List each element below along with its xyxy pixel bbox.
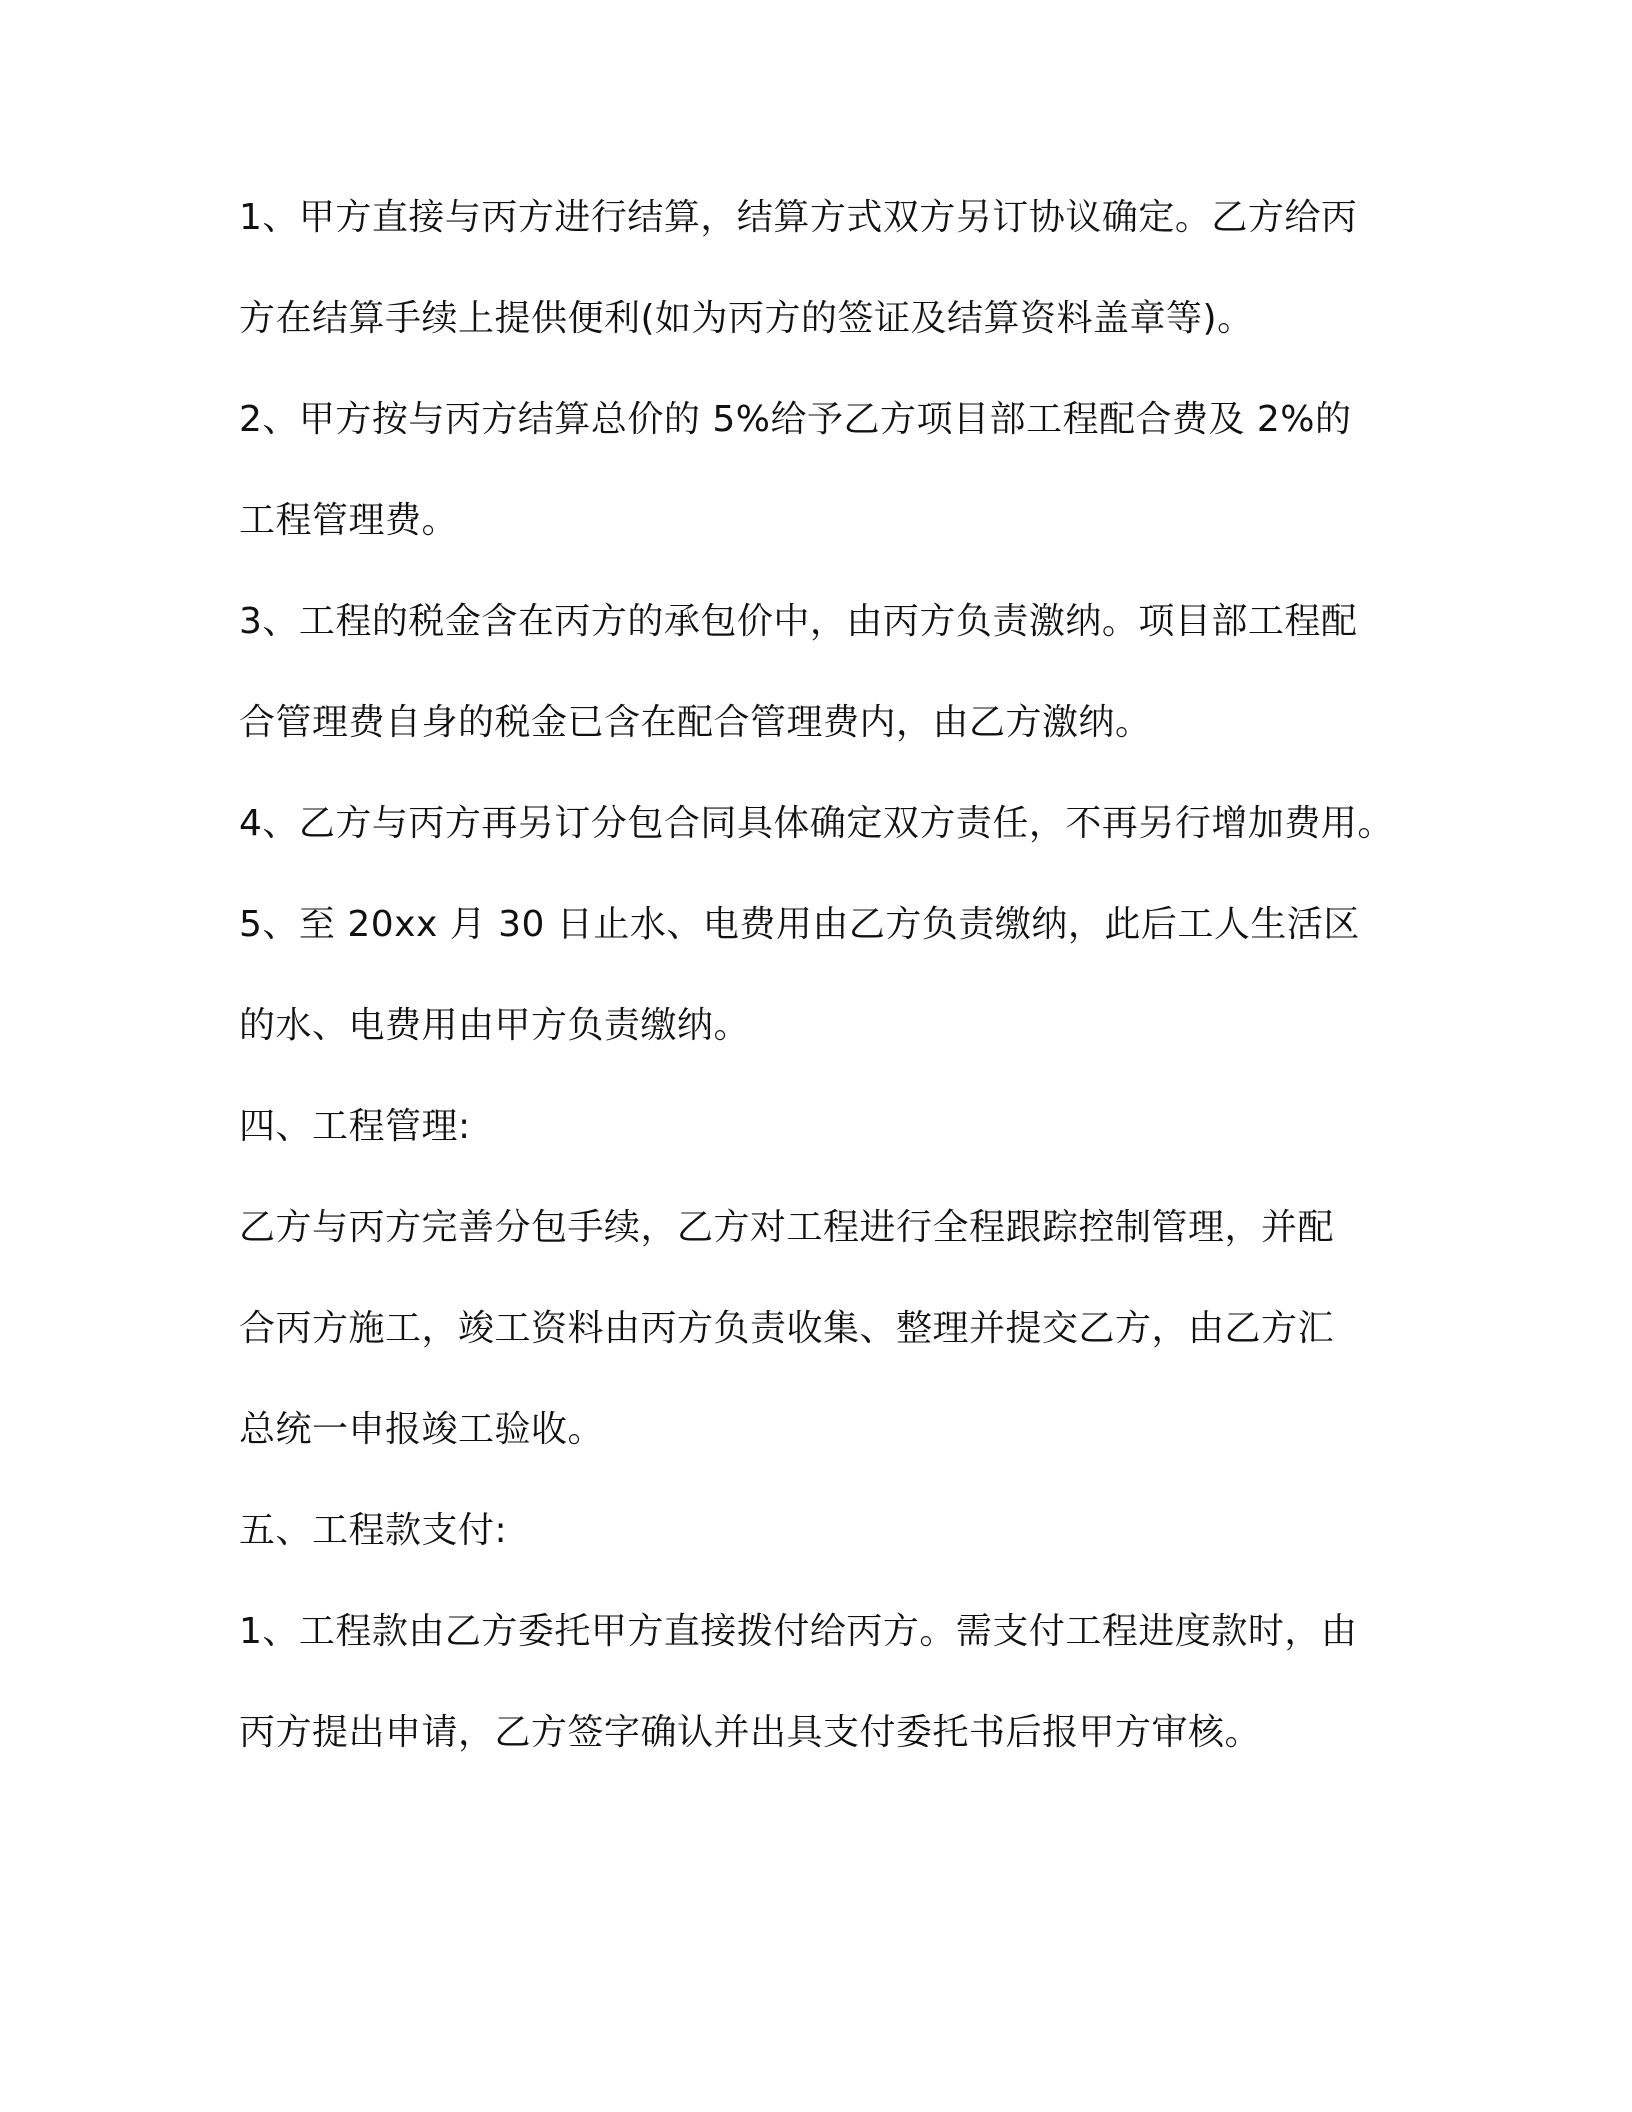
text-line: 4、乙方与丙方再另订分包合同具体确定双方责任，不再另行增加费用。 xyxy=(239,803,1394,844)
text-line: 丙方提出申请，乙方签字确认并出具支付委托书后报甲方审核。 xyxy=(239,1712,1262,1753)
text-line: 工程管理费。 xyxy=(239,500,459,541)
text-line: 总统一申报竣工验收。 xyxy=(239,1409,605,1450)
text-line: 3、工程的税金含在丙方的承包价中，由丙方负责激纳。项目部工程配 xyxy=(239,601,1358,642)
text-line: 1、甲方直接与丙方进行结算，结算方式双方另订协议确定。乙方给丙 xyxy=(239,197,1358,238)
text-line: 合管理费自身的税金已含在配合管理费内，由乙方激纳。 xyxy=(239,702,1152,743)
text-line: 方在结算手续上提供便利(如为丙方的签证及结算资料盖章等)。 xyxy=(239,298,1254,339)
section-heading: 四、工程管理: xyxy=(239,1106,471,1147)
text-line: 1、工程款由乙方委托甲方直接拨付给丙方。需支付工程进度款时，由 xyxy=(239,1611,1358,1652)
text-line: 的水、电费用由甲方负责缴纳。 xyxy=(239,1005,751,1046)
section-heading: 五、工程款支付: xyxy=(239,1510,508,1551)
text-line: 2、甲方按与丙方结算总价的 5%给予乙方项目部工程配合费及 2%的 xyxy=(239,399,1352,440)
text-line: 乙方与丙方完善分包手续，乙方对工程进行全程跟踪控制管理，并配 xyxy=(239,1207,1335,1248)
text-line: 合丙方施工，竣工资料由丙方负责收集、整理并提交乙方，由乙方汇 xyxy=(239,1308,1335,1349)
text-line: 5、至 20xx 月 30 日止水、电费用由乙方负责缴纳，此后工人生活区 xyxy=(239,904,1360,945)
